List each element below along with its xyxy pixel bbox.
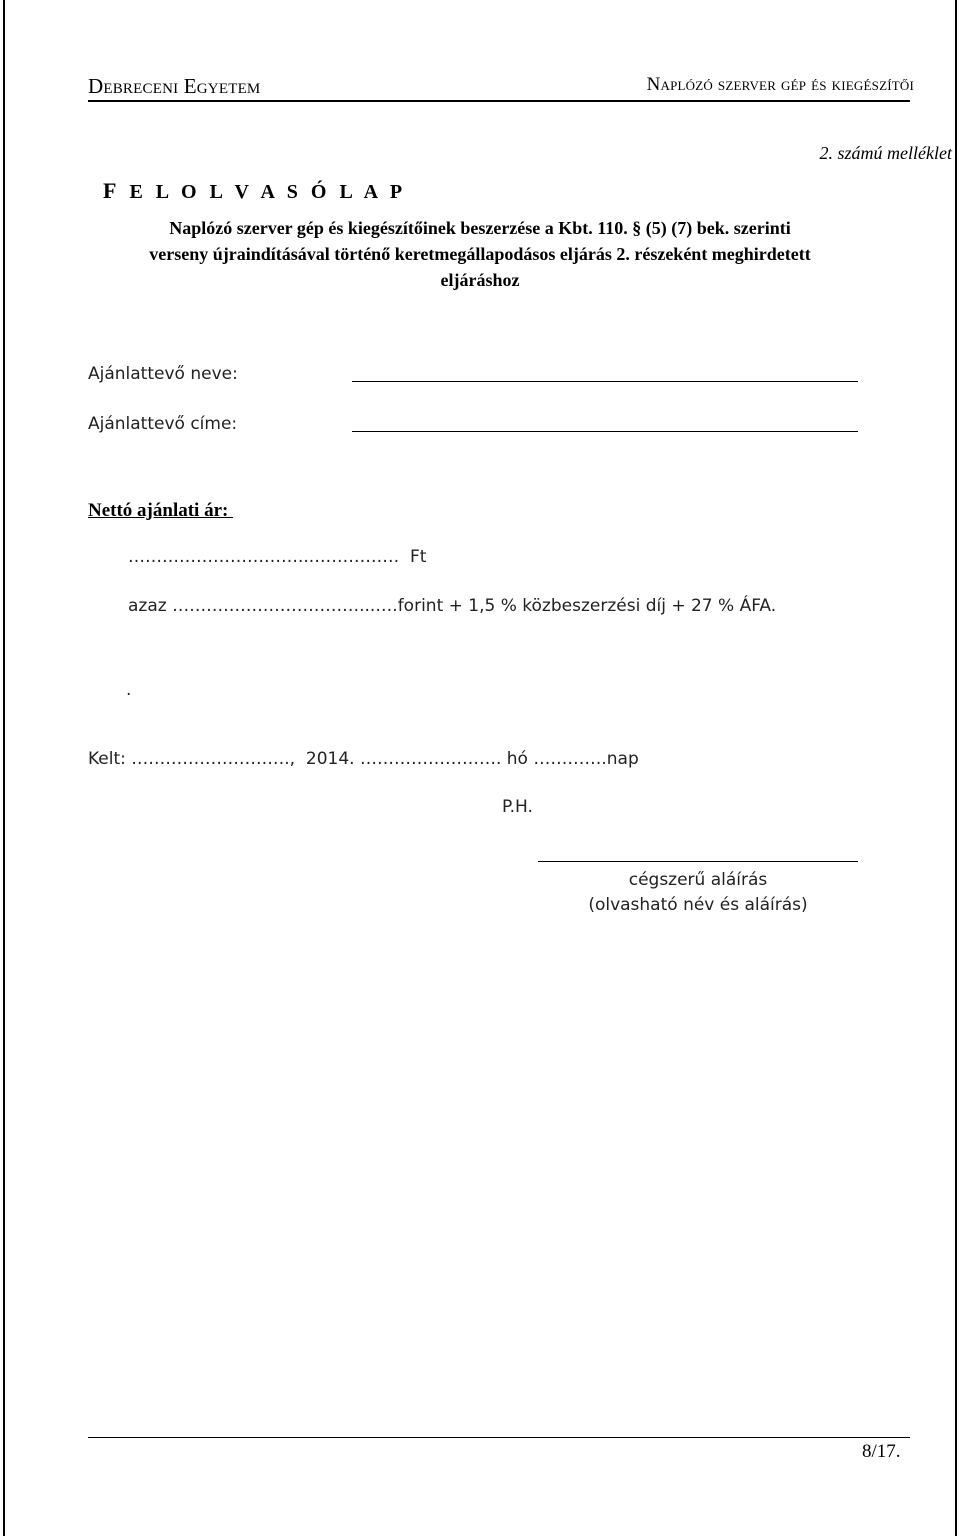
stray-dot: . xyxy=(126,680,132,700)
net-price-label: Nettó ajánlati ár: xyxy=(88,500,234,521)
page-frame-right xyxy=(955,0,957,1536)
header-document-title: Naplózó szerver gép és kiegészítői xyxy=(646,74,914,95)
dated-line: Kelt: ………………………., 2014. ……………………. hó ………….nap xyxy=(88,749,639,769)
page-frame-left xyxy=(3,0,5,1536)
bidder-address-line xyxy=(352,431,858,432)
bidder-name-line xyxy=(352,381,858,382)
price-amount-line: …………………………...…………… Ft xyxy=(128,547,427,567)
bidder-name-label: Ajánlattevő neve: xyxy=(88,364,238,384)
form-title-rest: E L O L V A S Ó L A P xyxy=(120,181,407,203)
signature-caption: cégszerű aláírás xyxy=(628,870,768,890)
seal-label: P.H. xyxy=(502,797,533,817)
signature-subcaption: (olvasható név és aláírás) xyxy=(588,895,808,915)
footer-rule xyxy=(88,1437,910,1438)
procedure-subject xyxy=(140,215,820,293)
annex-label: 2. számú melléklet xyxy=(819,143,952,163)
header-institution: Debreceni Egyetem xyxy=(88,74,261,98)
subject-line-2: verseny újraindításával történő keretmegállapodásos eljárás 2. részeként meghirdetett xyxy=(149,244,811,264)
bidder-address-label: Ajánlattevő címe: xyxy=(88,414,238,434)
subject-line-3: eljáráshoz xyxy=(440,270,520,290)
price-in-words-line: azaz ……………………………...….forint + 1,5 % közbeszerzési díj + 27 % ÁFA. xyxy=(128,596,777,616)
signature-line xyxy=(538,861,858,862)
form-title-initial: F xyxy=(103,178,121,203)
form-title xyxy=(103,178,406,204)
header-rule xyxy=(88,100,910,102)
subject-line-1: Naplózó szerver gép és kiegészítőinek beszerzése a Kbt. 110. § (5) (7) bek. szerinti xyxy=(169,218,791,238)
page-number: 8/17. xyxy=(862,1441,901,1462)
